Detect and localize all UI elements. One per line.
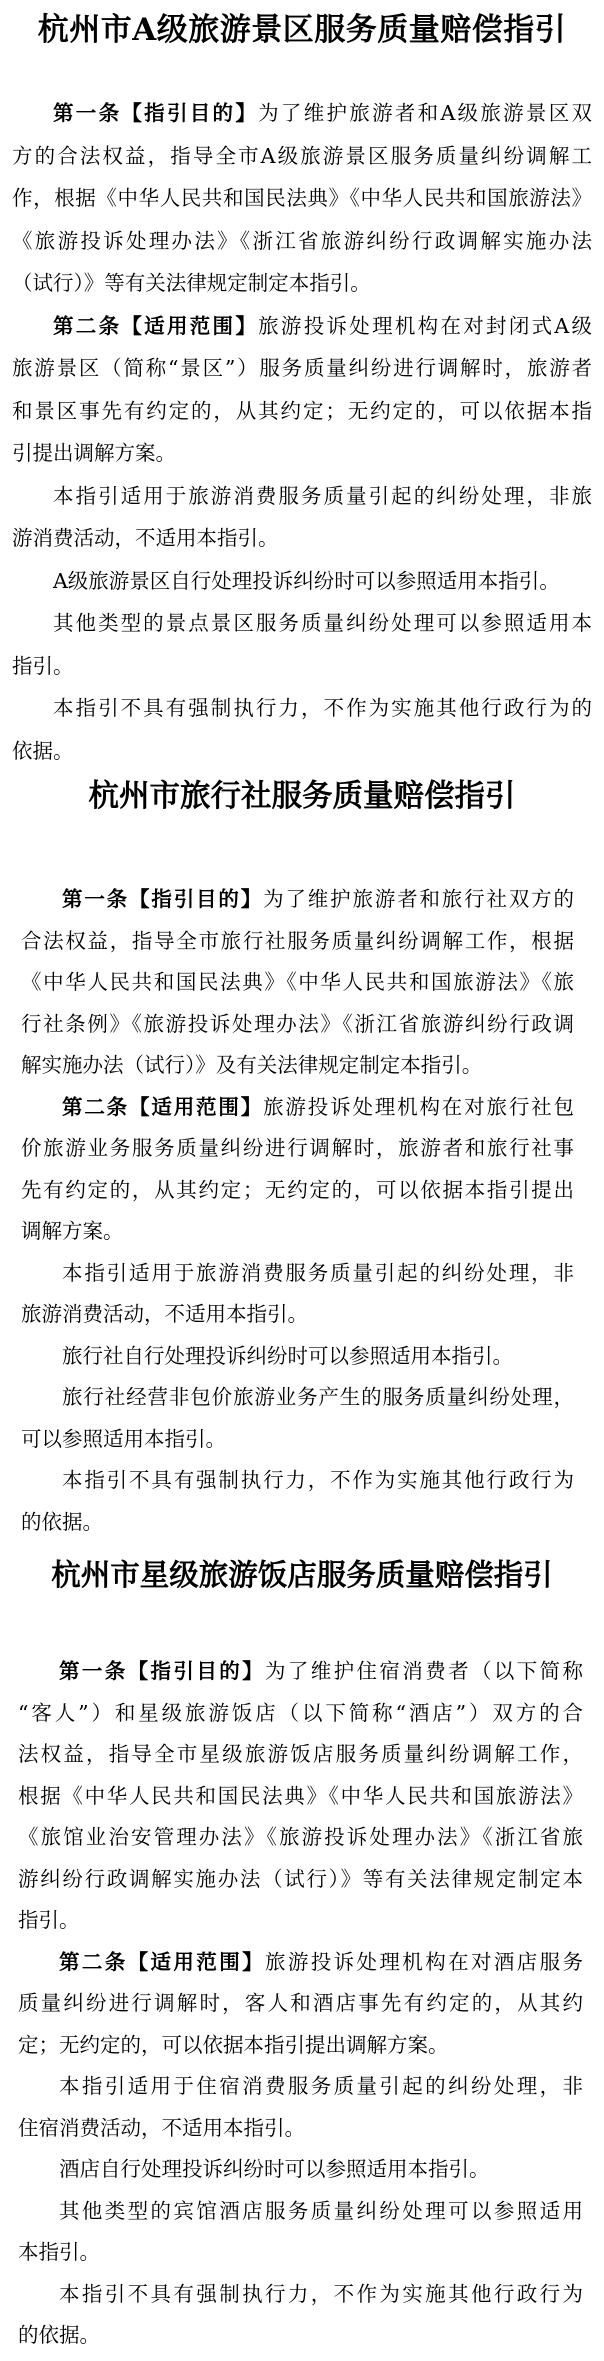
article-2-paragraph — [12, 305, 592, 475]
clause-paragraph — [21, 1336, 574, 1378]
article-heading: 第二条【适用范围】 — [62, 1094, 264, 1119]
text-line: 本指引不具有强制执行力，不作为实施其他行政行为 — [62, 1468, 574, 1492]
text-line: 合法权益，指导全市旅行社服务质量纠纷调解工作，根据 — [21, 928, 574, 953]
text-line: （试行）》等有关法律规定制定本指引。 — [12, 271, 371, 295]
text-line: 住宿消费活动，不适用本指引。 — [18, 2115, 305, 2140]
clause-paragraph — [12, 602, 592, 687]
guideline-section-scenic-areas — [12, 92, 592, 772]
text-line-content: 旅游投诉处理机构在对酒店服务 — [264, 1949, 583, 1974]
text-line: 旅游消费活动，不适用本指引。 — [21, 1302, 308, 1326]
text-line: 本指引不具有强制执行力，不作为实施其他行政行为的 — [53, 696, 592, 720]
section-title-travel-agencies: 杭州市旅行社服务质量赔偿指引 — [88, 778, 516, 814]
text-line: 法权益，指导全市星级旅游饭店服务质量纠纷调解工作， — [18, 1742, 583, 1766]
text-line: 《旅馆业治安管理办法》《旅游投诉处理办法》《浙江省旅 — [18, 1825, 583, 1849]
clause-paragraph — [18, 2066, 583, 2149]
text-line: 旅行社自行处理投诉纠纷时可以参照适用本指引。 — [62, 1343, 513, 1368]
text-line: 《旅游投诉处理办法》《浙江省旅游纠纷行政调解实施办法 — [12, 228, 592, 253]
text-line: 指引。 — [12, 653, 74, 678]
article-heading: 第一条【指引目的】 — [59, 1659, 265, 1683]
clause-paragraph — [12, 475, 592, 560]
article-2-paragraph — [18, 1942, 583, 2067]
article-heading: 第二条【适用范围】 — [53, 313, 259, 338]
text-line: 先有约定的，从其约定；无约定的，可以依据本指引提出 — [21, 1177, 574, 1202]
text-line-content: 为了维护住宿消费者（以下简称 — [264, 1659, 583, 1683]
text-line: 定；无约定的，可以依据本指引提出调解方案。 — [18, 2032, 449, 2057]
text-line: 可以参照适用本指引。 — [21, 1426, 226, 1451]
text-line: 解实施办法（试行）》及有关法律规定制定本指引。 — [21, 1053, 483, 1077]
clause-paragraph — [12, 560, 592, 603]
text-line: 游纠纷行政调解实施办法（试行）》等有关法律规定制定本 — [18, 1866, 583, 1891]
text-line: 旅游景区（简称“景区”）服务质量纠纷进行调解时，旅游者 — [12, 356, 592, 380]
text-line — [18, 1651, 583, 1693]
clause-paragraph — [21, 1253, 574, 1336]
text-line: 引提出调解方案。 — [12, 441, 176, 465]
text-line: 作，根据《中华人民共和国民法典》《中华人民共和国旅游法》 — [12, 186, 592, 210]
text-line: 的依据。 — [21, 1509, 103, 1534]
clause-paragraph — [12, 687, 592, 772]
text-line: 本指引。 — [18, 2240, 100, 2264]
clause-paragraph — [18, 2274, 583, 2357]
article-heading: 第一条【指引目的】 — [53, 101, 259, 125]
text-line: 旅行社经营非包价旅游业务产生的服务质量纠纷处理， — [62, 1385, 574, 1409]
text-line: 根据《中华人民共和国民法典》《中华人民共和国旅游法》 — [18, 1783, 583, 1808]
clause-paragraph — [21, 1460, 574, 1543]
section-title-scenic-areas: 杭州市A级旅游景区服务质量赔偿指引 — [37, 12, 567, 48]
text-line: 价旅游业务服务质量纠纷进行调解时，旅游者和旅行社事 — [21, 1136, 574, 1160]
article-1-paragraph — [21, 879, 574, 1087]
text-line: 调解方案。 — [21, 1219, 124, 1243]
text-line — [21, 879, 574, 921]
text-line: 的依据。 — [18, 2323, 100, 2347]
section-title-star-hotels: 杭州市星级旅游饭店服务质量赔偿指引 — [51, 1557, 553, 1592]
text-line: 其他类型的宾馆酒店服务质量纠纷处理可以参照适用 — [59, 2198, 583, 2223]
text-line: 本指引适用于住宿消费服务质量引起的纠纷处理，非 — [59, 2074, 583, 2098]
text-line: 其他类型的景点景区服务质量纠纷处理可以参照适用本 — [53, 611, 592, 635]
text-line: 指引。 — [18, 1908, 80, 1932]
text-line — [21, 1087, 574, 1129]
text-line: 本指引不具有强制执行力，不作为实施其他行政行为 — [59, 2281, 583, 2306]
text-line: 本指引适用于旅游消费服务质量引起的纠纷处理，非 — [62, 1260, 574, 1285]
article-heading: 第一条【指引目的】 — [62, 887, 264, 911]
clause-paragraph — [18, 2149, 583, 2191]
text-line: 酒店自行处理投诉纠纷时可以参照适用本指引。 — [59, 2157, 490, 2181]
article-heading: 第二条【适用范围】 — [59, 1949, 265, 1974]
guideline-section-star-hotels — [18, 1651, 583, 2357]
article-1-paragraph — [18, 1651, 583, 1942]
text-line-content: 旅游投诉处理机构在对旅行社包 — [263, 1094, 574, 1119]
text-line: 和景区事先有约定的，从其约定；无约定的，可以依据本指 — [12, 398, 592, 423]
text-line — [12, 92, 592, 135]
text-line: A级旅游景区自行处理投诉纠纷时可以参照适用本指引。 — [53, 568, 560, 593]
text-line-content: 旅游投诉处理机构在对封闭式A级 — [258, 313, 592, 338]
article-2-paragraph — [21, 1087, 574, 1253]
guideline-section-travel-agencies — [21, 879, 574, 1543]
text-line: 游消费活动，不适用本指引。 — [12, 526, 279, 550]
clause-paragraph — [21, 1377, 574, 1460]
text-line: 方的合法权益，指导全市A级旅游景区服务质量纠纷调解工 — [12, 143, 592, 168]
text-line: 依据。 — [12, 738, 74, 763]
text-line — [18, 1942, 583, 1984]
text-line: 质量纠纷进行调解时，客人和酒店事先有约定的，从其约 — [18, 1991, 583, 2015]
clause-paragraph — [18, 2191, 583, 2274]
text-line-content: 为了维护旅游者和旅行社双方的 — [263, 887, 574, 911]
text-line — [12, 305, 592, 348]
text-line-content: 为了维护旅游者和A级旅游景区双 — [258, 101, 592, 125]
text-line: 本指引适用于旅游消费服务质量引起的纠纷处理，非旅 — [53, 483, 592, 508]
text-line: “客人”）和星级旅游饭店（以下简称“酒店”）双方的合 — [18, 1700, 583, 1725]
article-1-paragraph — [12, 92, 592, 305]
text-line: 行社条例》《旅游投诉处理办法》《浙江省旅游纠纷行政调 — [21, 1011, 574, 1036]
text-line: 《中华人民共和国民法典》《中华人民共和国旅游法》《旅 — [21, 970, 574, 994]
